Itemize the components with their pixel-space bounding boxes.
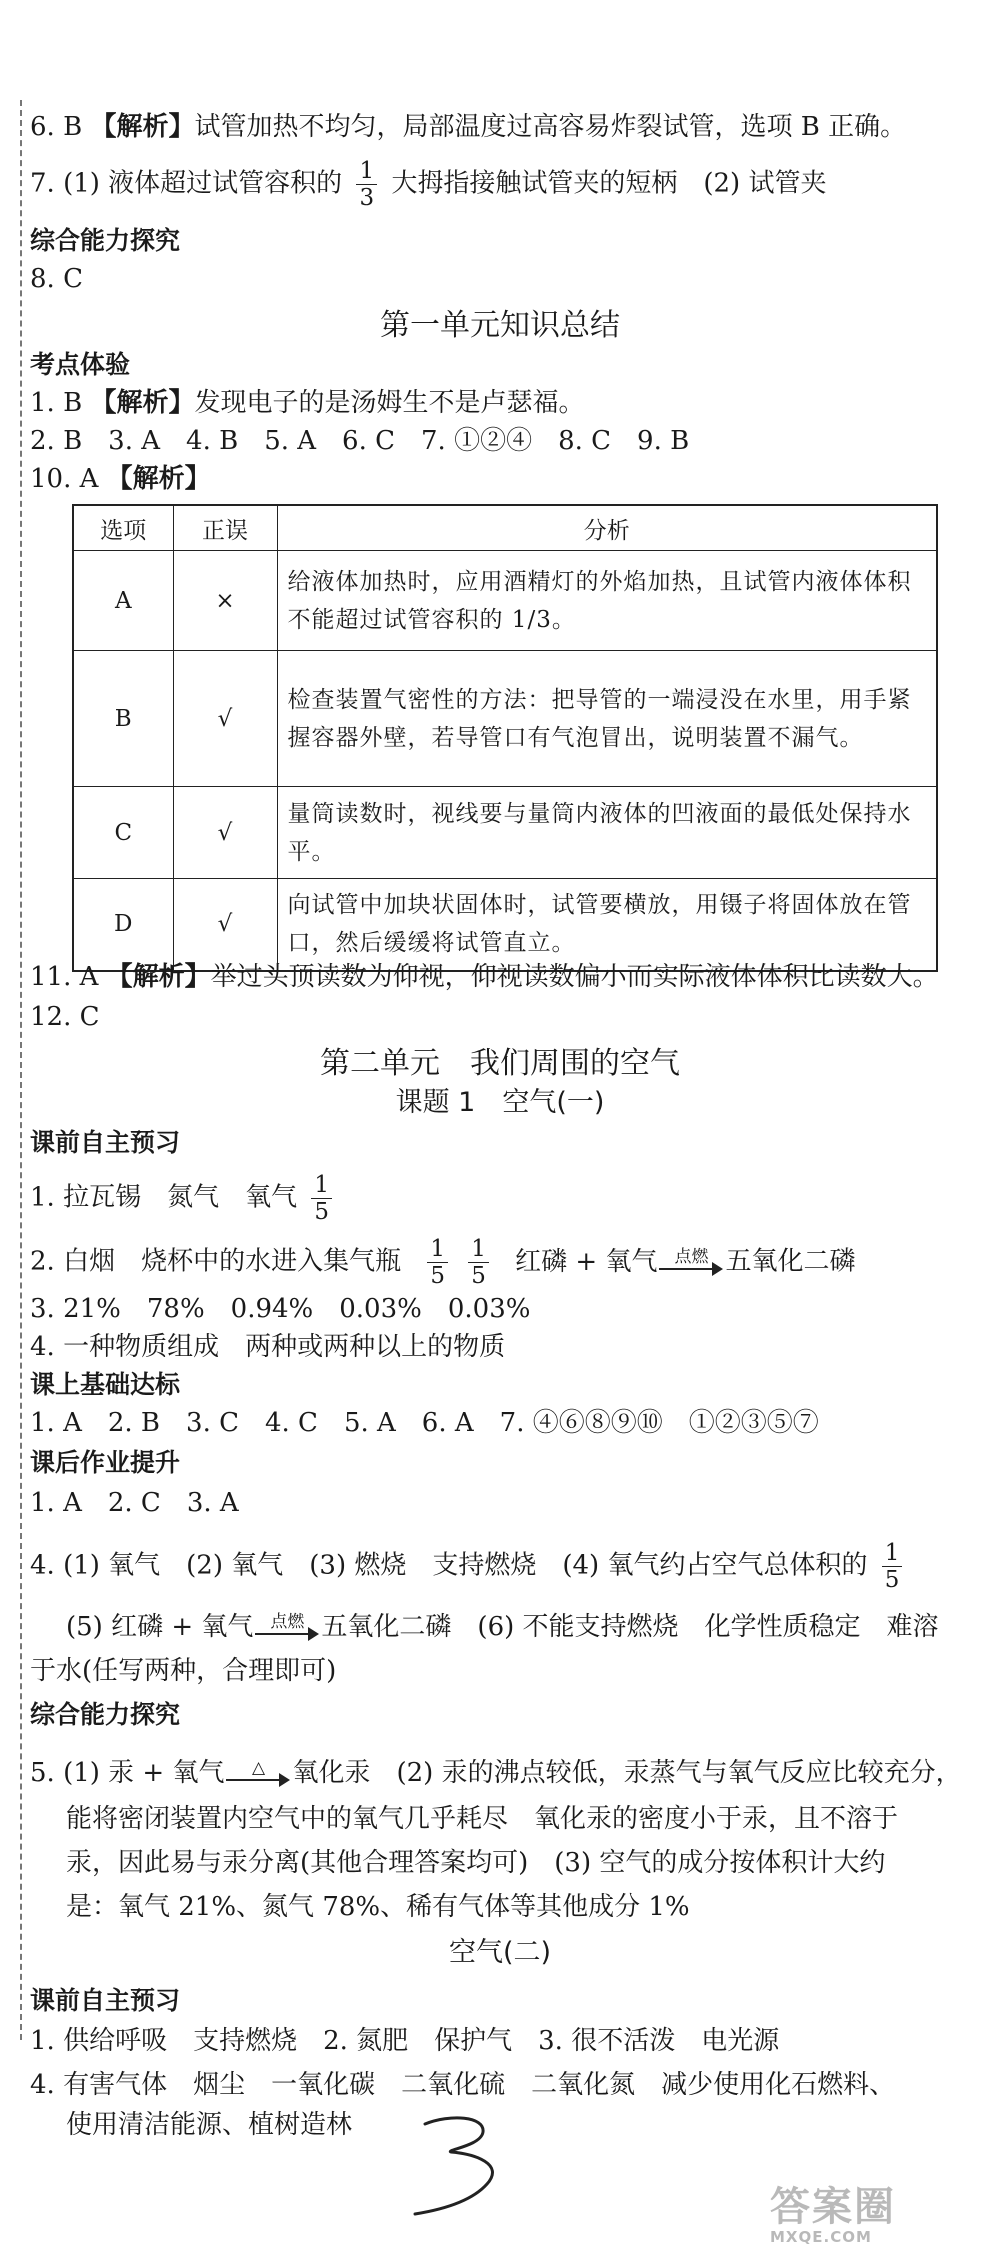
q10-analysis-tag: 【解析】 [106, 464, 211, 494]
comprehensive-answer-5-line2: 能将密闭装置内空气中的氧气几乎耗尽 氧化汞的密度小于汞，且不溶于 [66, 1804, 899, 1834]
section-heading-exam-points: 考点体验 [30, 350, 131, 379]
q6-text: 试管加热不均匀，局部温度过高容易炸裂试管，选项 B 正确。 [194, 112, 907, 142]
cell-option: D [73, 879, 173, 971]
lesson-air-2-subtitle: 空气(二) [448, 1937, 552, 1968]
cell-analysis: 向试管中加块状固体时，试管要横放，用镊子将固体放在管口，然后缓缓将试管直立。 [277, 879, 937, 971]
cell-option: A [73, 551, 173, 651]
equation-product: 五氧化二磷 [725, 1246, 856, 1277]
preview2-answer-4: 4. 有害气体 烟尘 一氧化碳 二氧化硫 二氧化氮 减少使用化石燃料、 [30, 2070, 896, 2100]
q6-number: 6. B [30, 112, 83, 142]
site-watermark [770, 2175, 896, 2246]
handwritten-page-mark [405, 2110, 525, 2220]
fraction-one-fifth: $\frac{1}{5}$ [882, 1540, 903, 1593]
table-row [73, 787, 937, 879]
cell-analysis: 给液体加热时，应用酒精灯的外焰加热，且试管内液体体积不能超过试管容积的 1/3。 [277, 551, 937, 651]
heating-arrow-icon: △ [226, 1759, 290, 1789]
unit1-answer-q11: 11. A 【解析】举过头顶读数为仰视，仰视读数偏小而实际液体体积比读数大。 [30, 962, 939, 992]
analysis-table [72, 504, 938, 972]
preview-answer-4: 4. 一种物质组成 两种或两种以上的物质 [30, 1332, 506, 1362]
col-header-correct: 正误 [173, 505, 277, 551]
equation-reactants: 红磷 + 氧气 [515, 1246, 658, 1277]
fraction-one-fifth: $\frac{1}{5}$ [311, 1172, 332, 1225]
fraction-one-fifth: $\frac{1}{5}$ [427, 1236, 448, 1289]
preview2-answers-1-3: 1. 供给呼吸 支持燃烧 2. 氮肥 保护气 3. 很不活泼 电光源 [30, 2026, 780, 2056]
comprehensive-answer-5-line3: 汞，因此易与汞分离(其他合理答案均可) (3) 空气的成分按体积计大约 [66, 1848, 886, 1878]
cell-mark: × [173, 551, 277, 651]
section-heading-comprehensive: 综合能力探究 [30, 1700, 181, 1729]
q1-analysis-tag: 【解析】 [90, 388, 195, 418]
col-header-analysis: 分析 [277, 505, 937, 551]
lesson1-subtitle: 课题 1 空气(一) [395, 1087, 605, 1118]
preview2-answer-4-end: 使用清洁能源、植树造林 [66, 2110, 353, 2140]
reaction-arrow-icon: 点燃 [255, 1613, 319, 1643]
watermark-url: MXQE.COM [770, 2228, 872, 2246]
watermark-logo: 答案圈 [770, 2184, 896, 2230]
cell-mark: √ [173, 651, 277, 787]
homework-answer-4-end: 于水(任写两种，合理即可) [30, 1656, 337, 1686]
preview-answer-1: 1. 拉瓦锡 氮气 氧气 $\frac{1}{5}$ [30, 1172, 338, 1225]
preview-answer-3: 3. 21% 78% 0.94% 0.03% 0.03% [30, 1294, 531, 1324]
cell-analysis: 量筒读数时，视线要与量筒内液体的凹液面的最低处保持水平。 [277, 787, 937, 879]
preview-answer-2: 2. 白烟 烧杯中的水进入集气瓶 $\frac{1}{5}$ $\frac{1}{5}$ 红磷 + 氧气 点燃 五氧化二磷 [30, 1236, 856, 1289]
in-class-answers: 1. A 2. B 3. C 4. C 5. A 6. A 7. ④⑥⑧⑨⑩ ①②③⑤⑦ [30, 1408, 819, 1438]
comprehensive-answer-5: 5. (1) 汞 + 氧气 △ 氧化汞 (2) 汞的沸点较低，汞蒸气与氧气反应比较充分， [30, 1758, 962, 1788]
homework-answers-1-3: 1. A 2. C 3. A [30, 1488, 239, 1518]
table-header-row [73, 505, 937, 551]
comprehensive-answer-5-line4: 是：氧气 21%、氮气 78%、稀有气体等其他成分 1% [66, 1892, 690, 1922]
table-row [73, 551, 937, 651]
col-header-option: 选项 [73, 505, 173, 551]
table-row [73, 651, 937, 787]
cell-option: C [73, 787, 173, 879]
section-heading-homework: 课后作业提升 [30, 1448, 181, 1477]
section-heading-preview: 课前自主预习 [30, 1128, 181, 1157]
unit2-title: 第二单元 我们周围的空气 [320, 1046, 680, 1081]
cell-mark: √ [173, 787, 277, 879]
homework-answer-4-cont: (5) 红磷 + 氧气 点燃 五氧化二磷 (6) 不能支持燃烧 化学性质稳定 难溶 [66, 1612, 939, 1642]
q7-text-a: 7. (1) 液体超过试管容积的 [30, 168, 343, 199]
answer-q8: 8. C [30, 264, 83, 294]
section-heading-in-class: 课上基础达标 [30, 1370, 181, 1399]
q6-analysis-tag: 【解析】 [90, 112, 195, 142]
q7-text-b: 大拇指接触试管夹的短柄 (2) 试管夹 [391, 168, 827, 199]
unit1-answer-q1: 1. B 【解析】发现电子的是汤姆生不是卢瑟福。 [30, 388, 585, 418]
homework-answer-4: 4. (1) 氧气 (2) 氧气 (3) 燃烧 支持燃烧 (4) 氧气约占空气总体积的 $\frac{1}{5}$ [30, 1540, 908, 1593]
section-heading-preview-2: 课前自主预习 [30, 1986, 181, 2015]
cell-option: B [73, 651, 173, 787]
unit1-summary-title: 第一单元知识总结 [380, 308, 620, 343]
fraction-one-third: $\frac{1}{3}$ [356, 158, 377, 211]
unit1-answers-2-9: 2. B 3. A 4. B 5. A 6. C 7. ①②④ 8. C 9. B [30, 426, 690, 456]
reaction-arrow-icon: 点燃 [659, 1248, 723, 1278]
unit1-answer-q12: 12. C [30, 1002, 100, 1032]
answer-q6 [30, 110, 906, 144]
answer-q7 [30, 158, 826, 211]
cell-analysis: 检查装置气密性的方法：把导管的一端浸没在水里，用手紧握容器外壁，若导管口有气泡冒出，说明装置不漏气。 [277, 651, 937, 787]
q11-analysis-tag: 【解析】 [106, 962, 211, 992]
section-heading-comprehensive: 综合能力探究 [30, 226, 181, 255]
cell-mark: √ [173, 879, 277, 971]
table-row [73, 879, 937, 971]
unit1-answer-q10: 10. A 【解析】 [30, 464, 211, 494]
fraction-one-fifth: $\frac{1}{5}$ [468, 1236, 489, 1289]
